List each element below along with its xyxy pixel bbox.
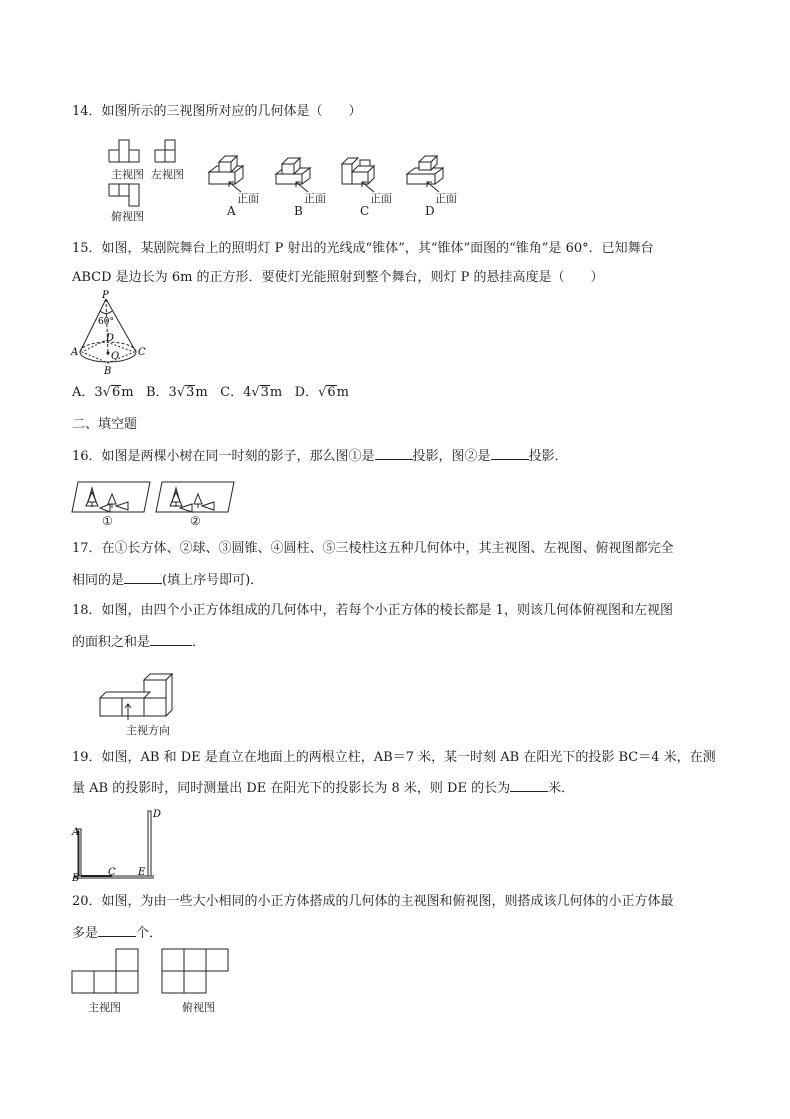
option-label: B (294, 204, 303, 218)
cubes-drawing (98, 662, 188, 722)
q20-views-figure (70, 947, 240, 1017)
q17-line1: 17．在①长方体、②球、③圆锥、④圆柱、⑤三棱柱这五种几何体中，其主视图、左视图、俯视图都完全 (72, 541, 674, 556)
q17-line2: 相同的是 (填上序号即可)． (72, 573, 264, 588)
top-view-caption: 俯视图 (111, 210, 144, 223)
q19-line1: 19．如图，AB 和 DE 是直立在地面上的两根立柱，AB＝7 米，某一时刻 AB 在阳光下的投影 BC＝4 米，在测 (72, 750, 716, 765)
q14-three-views (107, 138, 202, 224)
label-a: A (71, 347, 79, 358)
direction-label: 主视方向 (126, 724, 170, 737)
label-b: B (72, 873, 80, 883)
fig1-label: ① (102, 514, 113, 528)
answer-blank[interactable] (510, 779, 548, 792)
label-c: C (138, 347, 146, 358)
label-angle: 60° (98, 317, 114, 327)
q15-line1: 15．如图，某剧院舞台上的照明灯 P 射出的光线成“锥体”，其“锥体”面图的“锥角”是 60°．已知舞台 (72, 241, 654, 256)
label-e: E (138, 867, 146, 878)
q14-option-c[interactable] (338, 150, 398, 220)
option-label: D (425, 204, 435, 218)
answer-blank[interactable] (375, 447, 413, 460)
q18-line2: 的面积之和是 ． (72, 635, 206, 650)
q14-text: 14．如图所示的三视图所对应的几何体是（ ） (72, 104, 362, 119)
answer-blank[interactable] (98, 924, 136, 937)
q14-option-d[interactable] (403, 150, 463, 220)
label-o: O (111, 351, 120, 362)
views-drawing (70, 947, 240, 997)
q15-options (72, 384, 349, 402)
q14-option-b[interactable] (272, 150, 332, 220)
q15-cone-figure (70, 289, 160, 377)
main-view-caption: 主视图 (88, 1001, 121, 1014)
trees-drawing (70, 474, 250, 530)
poles-drawing (70, 803, 170, 883)
front-label: 正面 (435, 192, 457, 205)
answer-blank[interactable] (150, 633, 192, 646)
label-d: D (106, 333, 115, 344)
fig2-label: ② (190, 514, 201, 528)
q19-line2: 量 AB 的投影时，同时测量出 DE 在阳光下的投影长为 8 米，则 DE 的长为 米． (72, 781, 575, 796)
q16-figures (70, 474, 250, 530)
q18-line1: 18．如图，由四个小正方体组成的几何体中，若每个小正方体的棱长都是 1，则该几何体俯视图和左视图 (72, 603, 673, 618)
front-label: 正面 (304, 192, 326, 205)
front-label: 正面 (370, 192, 392, 205)
section-title: 二、填空题 (72, 417, 138, 432)
q18-cubes-figure (98, 662, 188, 736)
cone-drawing (70, 289, 160, 377)
q14-option-a[interactable] (205, 150, 265, 220)
label-d: D (153, 809, 162, 820)
answer-blank[interactable] (124, 571, 162, 584)
main-view-caption: 主视图 (111, 168, 144, 181)
top-view-caption: 俯视图 (182, 1001, 215, 1014)
label-a: A (72, 827, 80, 838)
option-label: A (227, 204, 236, 218)
front-label: 正面 (237, 192, 259, 205)
option-c[interactable]: C．4√3m (220, 385, 283, 400)
answer-blank[interactable] (491, 447, 529, 460)
option-label: C (360, 204, 370, 218)
label-c: C (108, 867, 116, 878)
label-b: B (104, 366, 112, 377)
option-d[interactable]: D．√6m (294, 385, 349, 400)
q16-text: 16．如图是两棵小树在同一时刻的影子，那么图①是 投影，图②是 投影． (72, 449, 568, 464)
option-b[interactable]: B．3√3m (145, 385, 208, 400)
q20-line1: 20．如图，为由一些大小相同的小正方体搭成的几何体的主视图和俯视图，则搭成该几何体的小正方体最 (72, 894, 674, 909)
label-p: P (102, 290, 109, 301)
q15-line2: ABCD 是边长为 6m 的正方形．要使灯光能照射到整个舞台，则灯 P 的悬挂高度是（ ） (72, 270, 604, 285)
q19-poles-figure (70, 803, 170, 883)
q20-line2: 多是 个． (72, 926, 163, 941)
left-view-caption: 左视图 (151, 168, 184, 181)
option-a[interactable]: A．3√6m (72, 385, 134, 400)
